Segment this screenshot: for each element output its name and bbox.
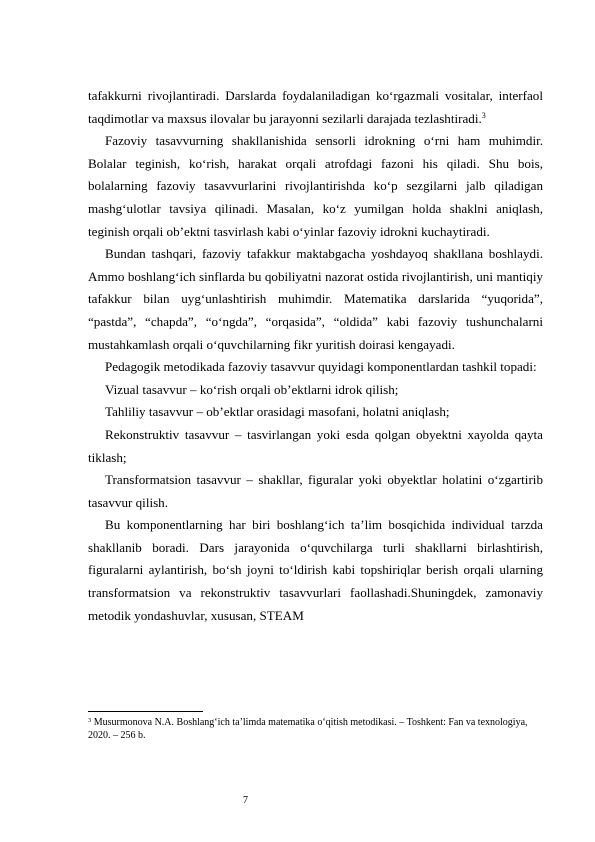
component-analytical: Tahliliy tasavvur – ob’ektlar orasidagi masofani, holatni aniqlash; — [105, 404, 450, 420]
footnote-number: 3 — [88, 717, 92, 724]
paragraph-sensory: Fazoviy tasavvurning shakllanishida sensorli idrokning o‘rni ham muhimdir. Bolalar teginish, ko‘rish, harakat orqali atrofdagi fazoni his qiladi. Shu bois, bolalarning fazoviy tasavvurlarini rivojlantirishda ko‘p sezgilarni jalb qiladigan mashg‘ulotlar tavsiya qilinadi. Masalan, ko‘z yumilgan holda shaklni aniqlash, teginish orqali ob’ektni tasvirlash kabi o‘yinlar fazoviy idrokni kuchaytiradi. — [88, 133, 543, 239]
paragraph-components-intro: Pedagogik metodikada fazoviy tasavvur quyidagi komponentlardan tashkil topadi: — [105, 359, 537, 375]
component-reconstructive: Rekonstruktiv tasavvur – tasvirlangan yoki esda qolgan obyektni xayolda qayta tiklash; — [88, 426, 543, 465]
paragraph-continuation — [88, 85, 543, 130]
component-transformational: Transformatsion tasavvur – shakllar, figuralar yoki obyektlar holatini o‘zgartirib tasavvur qilish. — [88, 472, 543, 510]
footnote — [88, 716, 543, 742]
body-text — [88, 85, 543, 627]
footnote-separator — [88, 711, 203, 712]
paragraph-spatial-thinking: Bundan tashqari, fazoviy tafakkur maktabgacha yoshdayoq shakllana boshlaydi. Ammo boshlang‘ich sinflarda bu qobiliyatni nazorat ostida rivojlantirish, uni mantiqiy tafakkur bilan uyg‘unlashtirish muhimdir. Matematika darslarida “yuqorida”, “pastda”, “chapda”, “o‘ngda”, “orqasida”, “oldida” kabi fazoviy tushunchalarni mustahkamlash orqali o‘quvchilarning fikr yuritish doirasi kengayadi. — [88, 246, 543, 352]
paragraph-components-development: Bu komponentlarning har biri boshlang‘ich ta’lim bosqichida individual tarzda shakllanib boradi. Dars jarayonida o‘quvchilarga turli shakllarni birlashtirish, figuralarni aylantirish, bo‘sh joyni to‘ldirish kabi topshiriqlar berish orqali ularning transformatsion va rekonstruktiv tasavvurlari faollashadi.Shuningdek, zamonaviy metodik yondashuvlar, xususan, STEAM — [88, 517, 543, 623]
component-visual: Vizual tasavvur – ko‘rish orqali ob’ektlarni idrok qilish; — [105, 381, 399, 397]
footnote-text: Musurmonova N.A. Boshlang‘ich ta’limda matematika o‘qitish metodikasi. – Toshkent: Fan va texnologiya, 2020. – 256 b. — [88, 717, 528, 741]
paragraph-text: tafakkurni rivojlantiradi. Darslarda foydalaniladigan ko‘rgazmali vositalar, interfaol taqdimotlar va maxsus ilovalar bu jarayonni sezilarli darajada tezlashtiradi. — [88, 88, 543, 126]
footnote-reference: 3 — [481, 110, 486, 120]
page-number: 7 — [243, 795, 248, 806]
